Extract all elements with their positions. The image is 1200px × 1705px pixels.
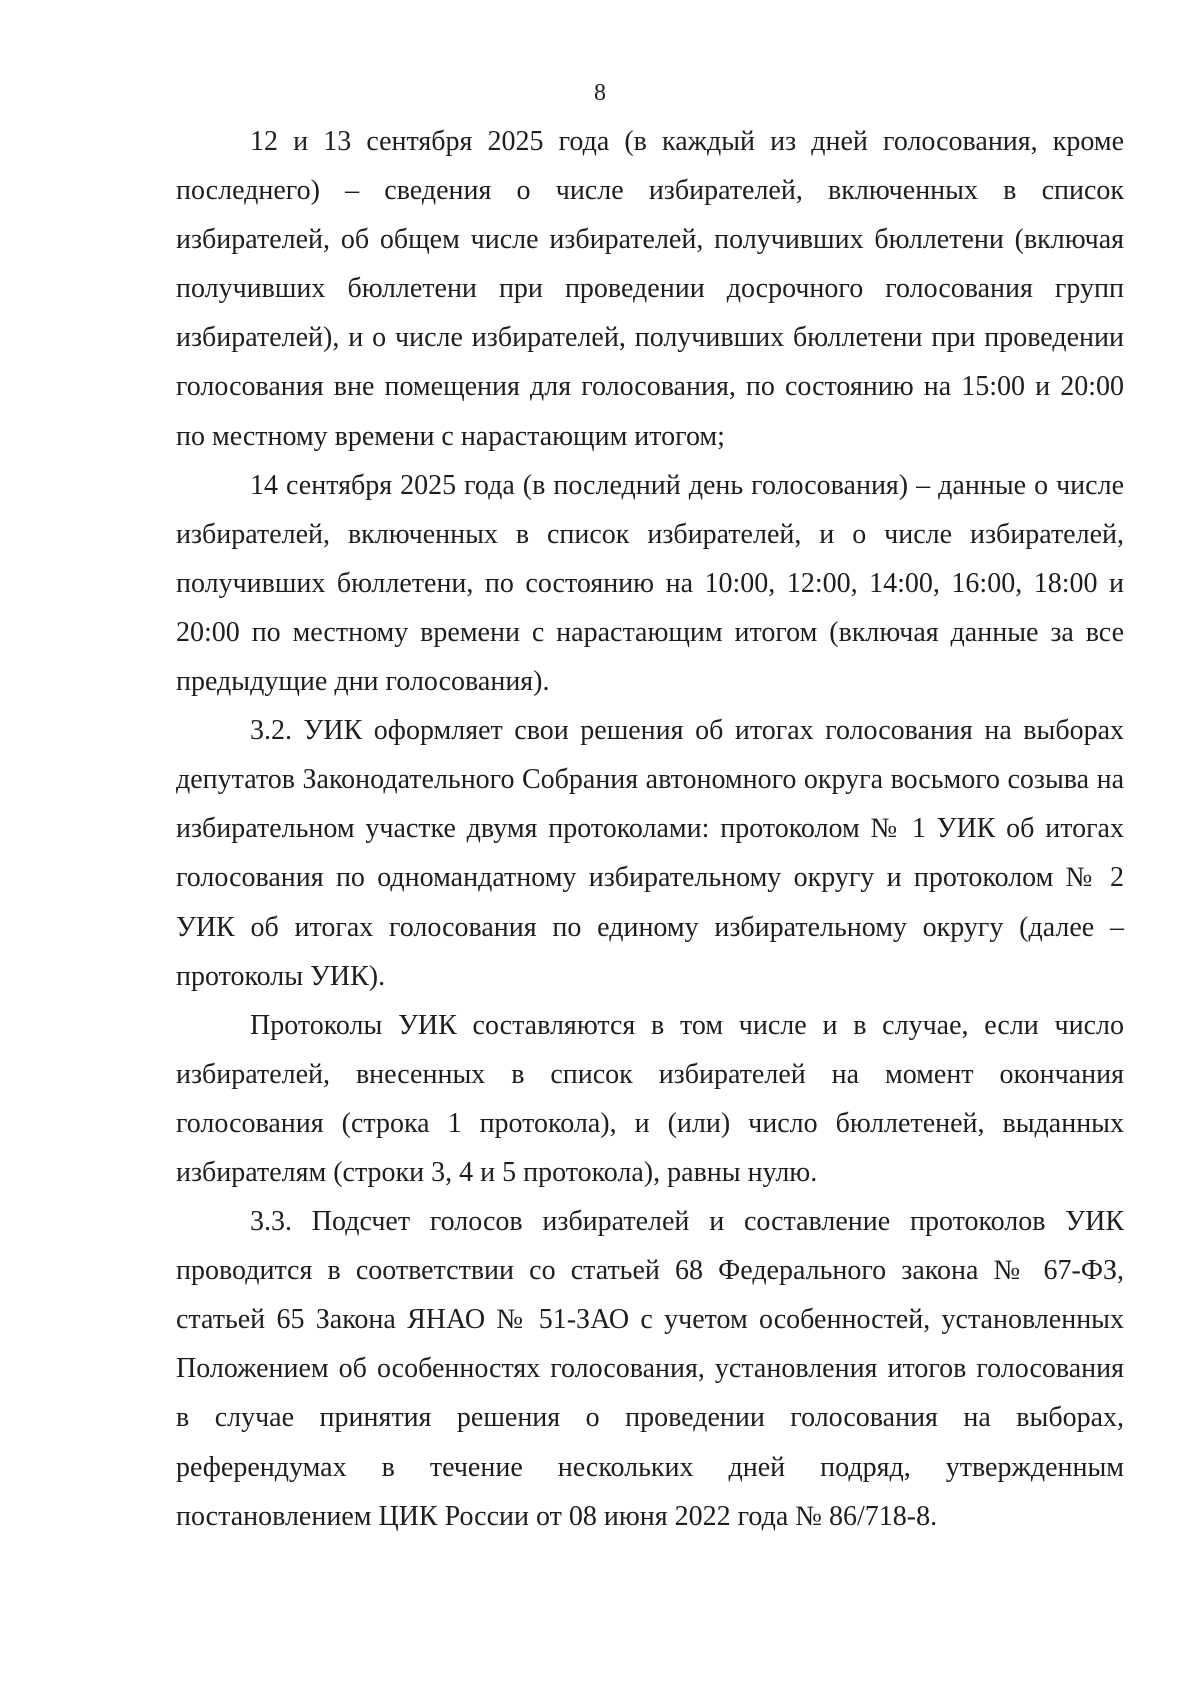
paragraph-section-3-2: 3.2. УИК оформляет свои решения об итогах голосования на выборах депутатов Законодательного Собрания автономного округа восьмого созыва на избирательном участке двумя протоколами: протоколом № 1 УИК об итогах голосования по одномандатному избирательному округу и протоколом № 2 УИК об итогах голосования по единому избирательному округу (далее – протоколы УИК). (176, 715, 1124, 992)
document-body (176, 117, 1124, 1541)
paragraph-section-3-3: 3.3. Подсчет голосов избирателей и составление протоколов УИК проводится в соответствии со статьей 68 Федерального закона № 67-ФЗ, статьей 65 Закона ЯНАО № 51-ЗАО с учетом особенностей, установленных Положением об особенностях голосования, установления итогов голосования в случае принятия решения о проведении голосования на выборах, референдумах в течение нескольких дней подряд, утвержденным постановлением ЦИК России от 08 июня 2022 года № 86/718-8. (176, 1206, 1124, 1532)
page-number: 8 (594, 80, 606, 106)
paragraph-protocols-zero-case: Протоколы УИК составляются в том числе и в случае, если число избирателей, внесенных в список избирателей на момент окончания голосования (строка 1 протокола), и (или) число бюллетеней, выданных избирателям (строки 3, 4 и 5 протокола), равны нулю. (176, 1009, 1124, 1188)
paragraph-voting-days-reports: 12 и 13 сентября 2025 года (в каждый из дней голосования, кроме последнего) – сведения о числе избирателей, включенных в список избирателей, об общем числе избирателей, получивших бюллетени (включая получивших бюллетени при проведении досрочного голосования групп избирателей), и о числе избирателей, получивших бюллетени при проведении голосования вне помещения для голосования, по состоянию на 15:00 и 20:00 по местному времени с нарастающим итогом; (176, 126, 1124, 452)
paragraph-last-voting-day-data: 14 сентября 2025 года (в последний день голосования) – данные о числе избирателей, включенных в список избирателей, и о числе избирателей, получивших бюллетени, по состоянию на 10:00, 12:00, 14:00, 16:00, 18:00 и 20:00 по местному времени с нарастающим итогом (включая данные за все предыдущие дни голосования). (176, 469, 1124, 698)
